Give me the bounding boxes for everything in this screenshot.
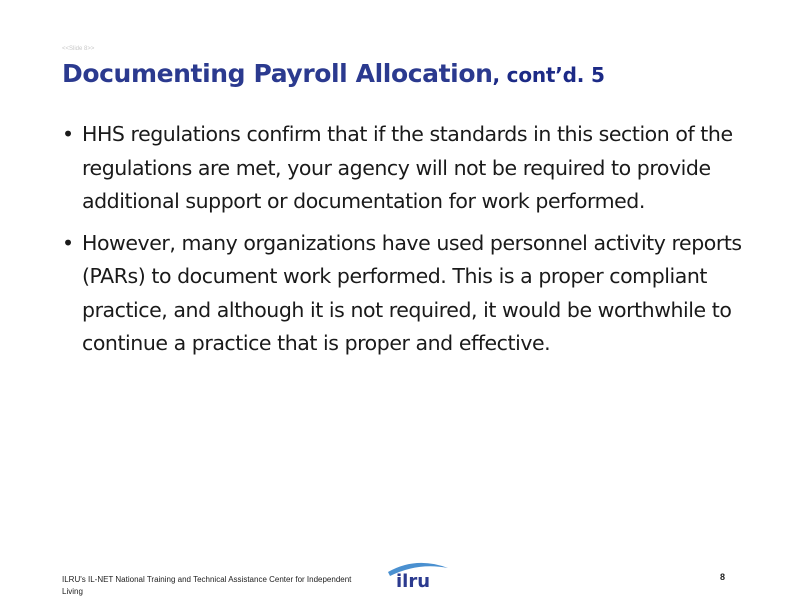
ilru-logo (382, 556, 452, 590)
bullet-item (62, 118, 752, 219)
bullet-dot: • (62, 122, 74, 146)
bullet-list (62, 118, 752, 369)
slide-title-sub: , cont’d. 5 (492, 63, 605, 87)
bullet-text: However, many organizations have used personnel activity reports (PARs) to document work performed. This is a proper compliant practice, and although it is not required, it would be worthwhile to continue a practice that is proper and effective. (82, 230, 742, 355)
bullet-item (62, 227, 752, 361)
bullet-dot: • (62, 230, 74, 255)
slide-title (62, 52, 605, 90)
bullet-text: HHS regulations confirm that if the standards in this section of the regulations are met, your agency will not be required to provide additional support or documentation for work performed. (82, 122, 733, 213)
footer-organization: ILRU's IL-NET National Training and Technical Assistance Center for Independent Living (62, 575, 352, 596)
logo-text: ilru (396, 571, 431, 590)
slide-label: <<Slide 8>> (62, 46, 95, 52)
slide-title-main: Documenting Payroll Allocation (62, 59, 493, 88)
page-number: 8 (720, 572, 726, 582)
